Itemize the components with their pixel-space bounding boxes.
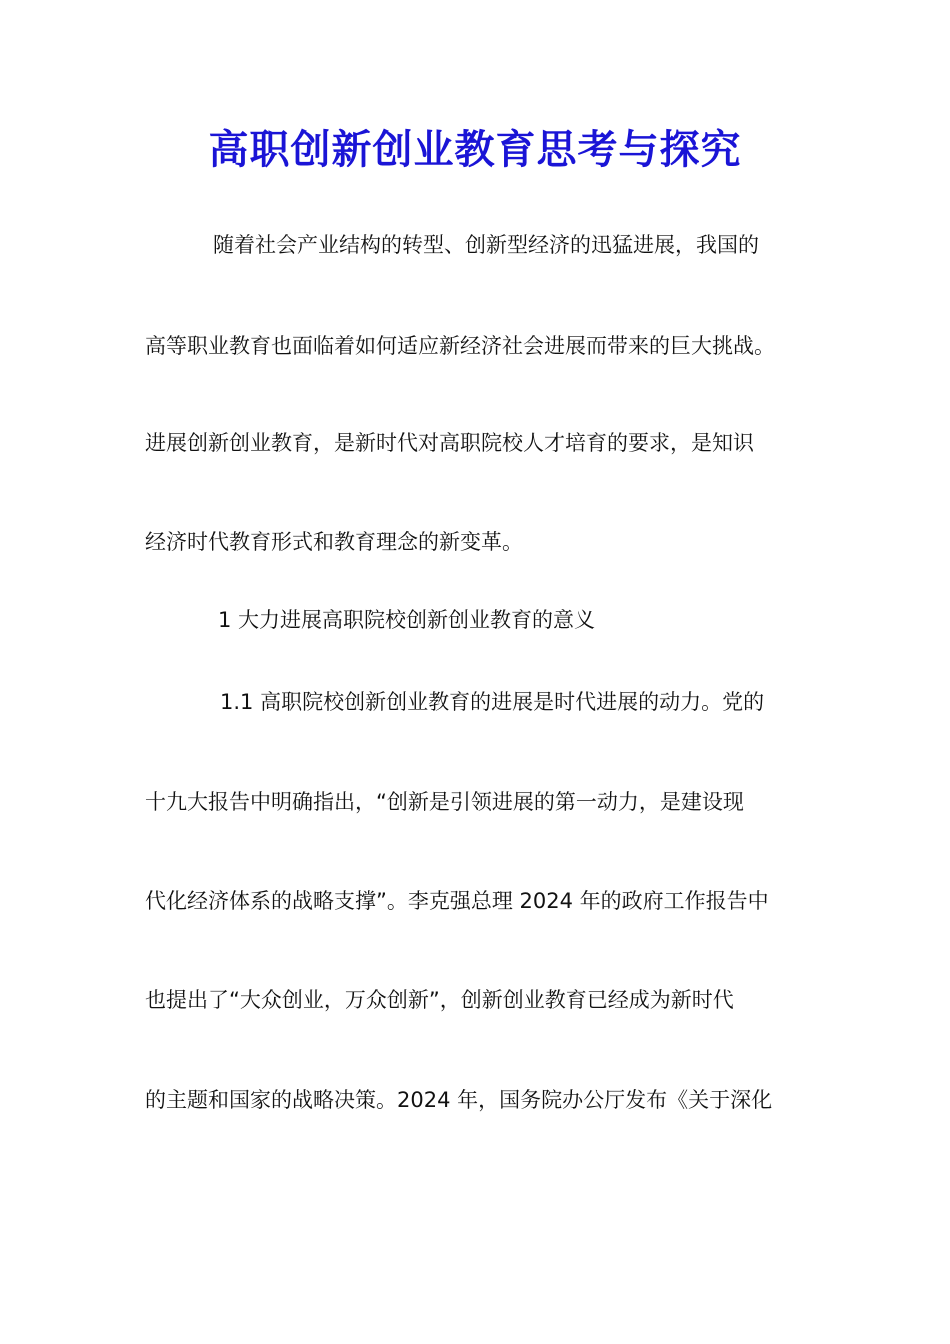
paragraph-line: 的主题和国家的战略决策。2024 年，国务院办公厅发布《关于深化 (145, 1088, 773, 1112)
paragraph-line: 代化经济体系的战略支撑”。李克强总理 2024 年的政府工作报告中 (145, 889, 769, 913)
paragraph-line: 随着社会产业结构的转型、创新型经济的迅猛进展，我国的 (213, 233, 759, 257)
section-heading: 1 大力进展高职院校创新创业教育的意义 (218, 608, 596, 632)
paragraph-line: 高等职业教育也面临着如何适应新经济社会进展而带来的巨大挑战。 (145, 334, 775, 358)
paragraph-line: 经济时代教育形式和教育理念的新变革。 (145, 530, 523, 554)
paragraph-line: 十九大报告中明确指出，“创新是引领进展的第一动力，是建设现 (145, 790, 744, 814)
paragraph-line: 也提出了“大众创业，万众创新”，创新创业教育已经成为新时代 (145, 988, 734, 1012)
document-title: 高职创新创业教育思考与探究 (208, 126, 742, 173)
paragraph-line: 进展创新创业教育，是新时代对高职院校人才培育的要求，是知识 (145, 431, 754, 455)
paragraph-line: 1.1 高职院校创新创业教育的进展是时代进展的动力。党的 (220, 690, 765, 714)
